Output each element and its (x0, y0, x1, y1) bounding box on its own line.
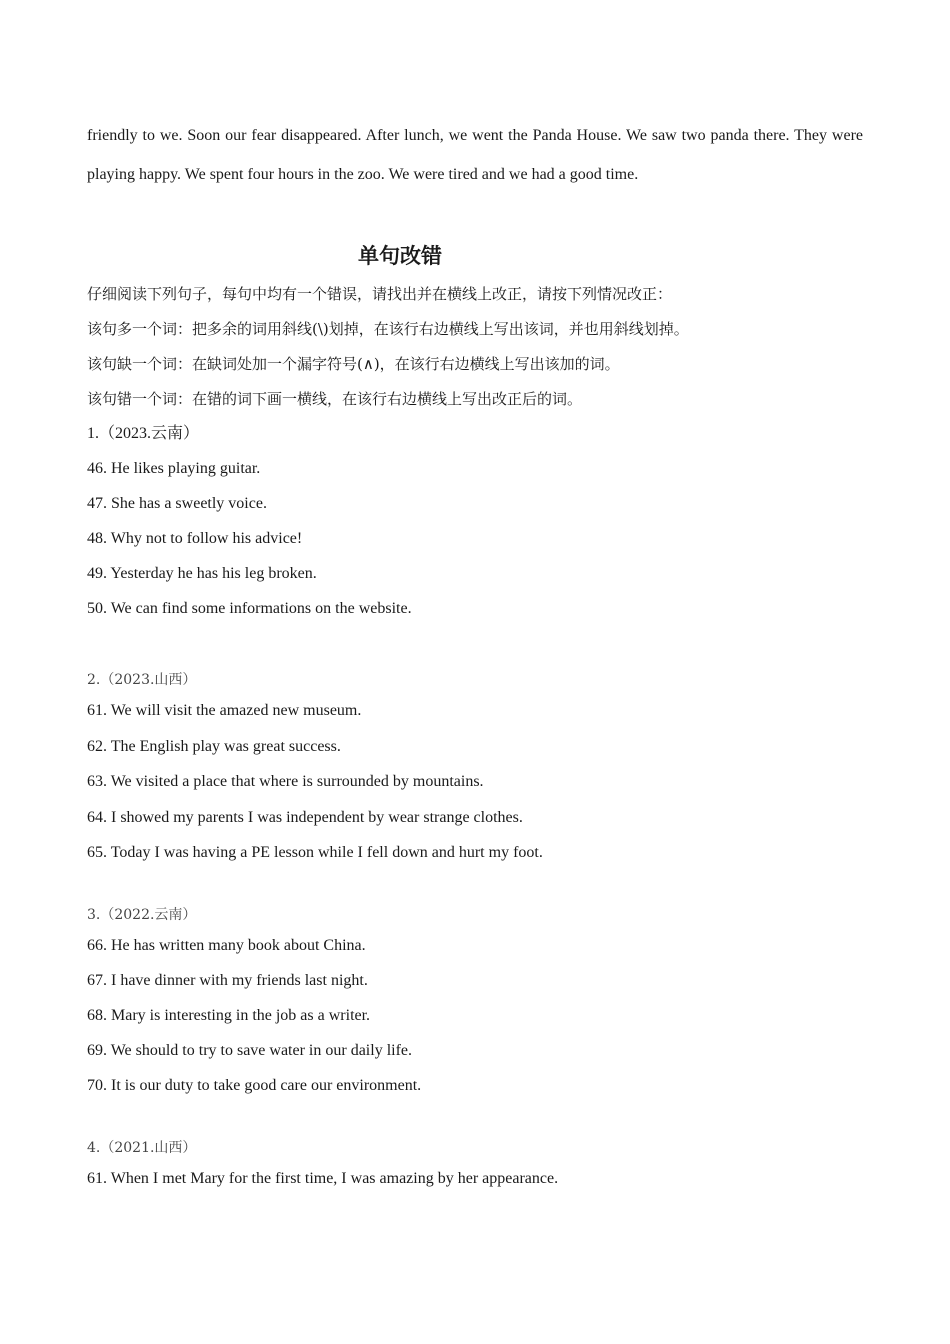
list-item: 70. It is our duty to take good care our environment. (87, 1077, 422, 1094)
list-item: 68. Mary is interesting in the job as a writer. (87, 1007, 371, 1024)
instruction-intro: 仔细阅读下列句子，每句中均有一个错误，请找出并在横线上改正，请按下列情况改正： (87, 285, 673, 303)
section-title: 单句改错 (358, 244, 442, 268)
list-item: 48. Why not to follow his advice! (87, 530, 303, 547)
list-item: 64. I showed my parents I was independent by wear strange clothes. (87, 809, 523, 826)
group-2-header: 2.（2023.山西） (87, 672, 197, 688)
list-item: 47. She has a sweetly voice. (87, 495, 267, 512)
list-item: 66. He has written many book about China. (87, 937, 366, 954)
list-item: 67. I have dinner with my friends last night. (87, 972, 368, 989)
group-1-header: 1.（2023.云南） (87, 425, 200, 442)
list-item: 46. He likes playing guitar. (87, 460, 261, 477)
passage-tail: friendly to we. Soon our fear disappeared. After lunch, we went the Panda House. We saw two panda there. They were playing happy. We spent four hours in the zoo. We were tired and we had a good time. (87, 127, 863, 183)
list-item: 49. Yesterday he has his leg broken. (87, 565, 317, 582)
group-3-header: 3.（2022.云南） (87, 907, 197, 923)
list-item: 65. Today I was having a PE lesson while I fell down and hurt my foot. (87, 844, 543, 861)
list-item: 50. We can find some informations on the website. (87, 600, 412, 617)
instruction-extra-word: 该句多一个词：把多余的词用斜线(\)划掉，在该行右边横线上写出该词，并也用斜线划掉。 (87, 320, 689, 338)
group-4-header: 4.（2021.山西） (87, 1140, 197, 1156)
instruction-wrong-word: 该句错一个词：在错的词下画一横线，在该行右边横线上写出改正后的词。 (87, 390, 583, 408)
list-item: 62. The English play was great success. (87, 738, 341, 755)
instruction-missing-word: 该句缺一个词：在缺词处加一个漏字符号(∧)，在该行右边横线上写出该加的词。 (87, 355, 620, 373)
list-item: 61. When I met Mary for the first time, I was amazing by her appearance. (87, 1170, 559, 1187)
list-item: 69. We should to try to save water in our daily life. (87, 1042, 413, 1059)
list-item: 61. We will visit the amazed new museum. (87, 702, 362, 719)
list-item: 63. We visited a place that where is surrounded by mountains. (87, 773, 484, 790)
